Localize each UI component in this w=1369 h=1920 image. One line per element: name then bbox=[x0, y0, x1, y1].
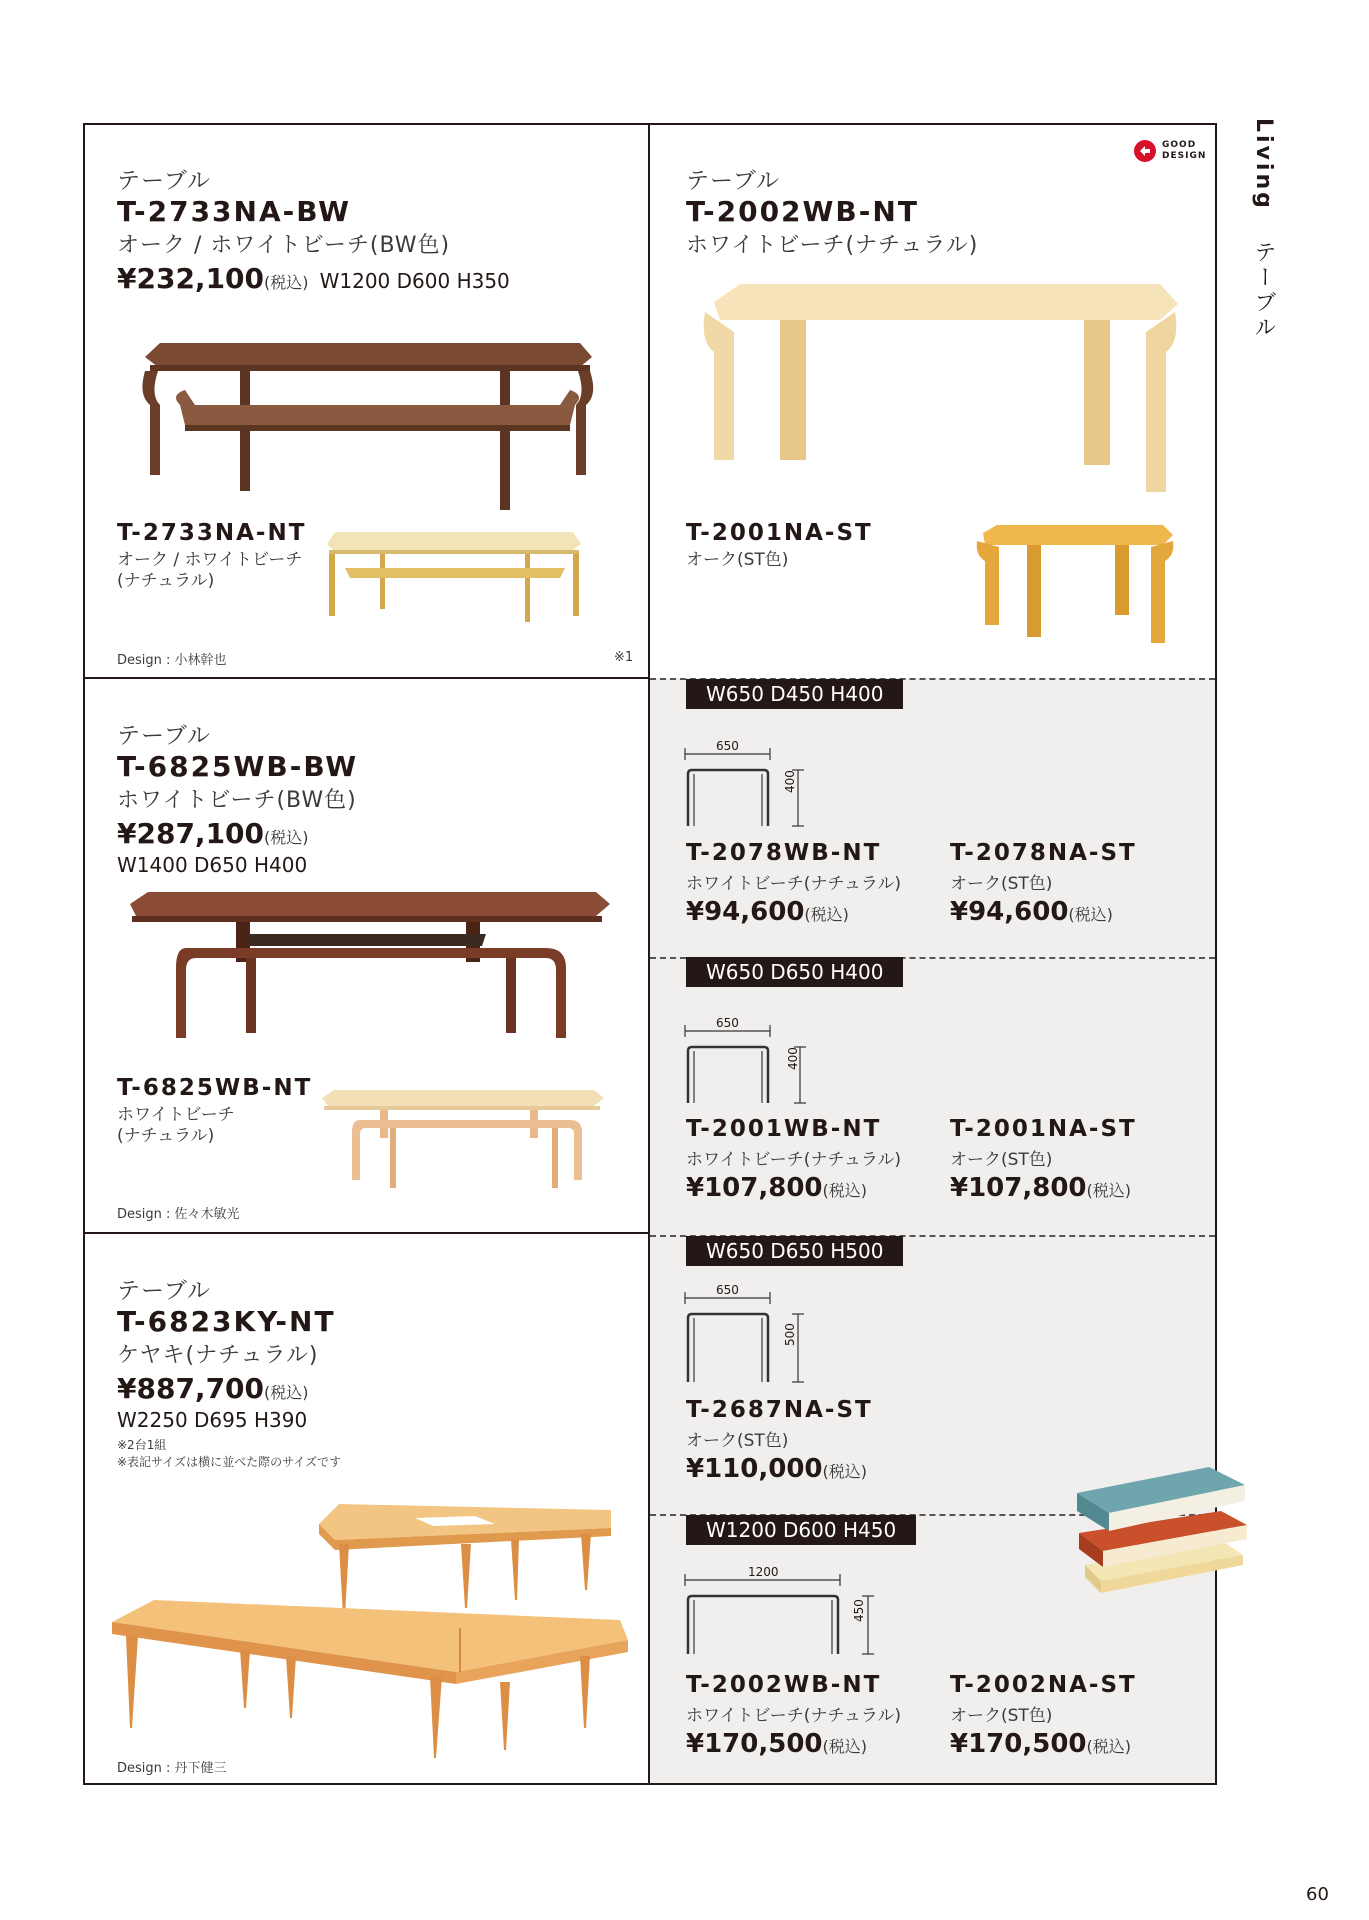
c1-material: オーク / ホワイトビーチ(BW色) bbox=[117, 233, 451, 258]
size-1-item-1-material: ホワイトビーチ(ナチュラル) bbox=[686, 874, 902, 894]
page-number: 60 bbox=[1306, 1884, 1329, 1905]
c2-category: テーブル bbox=[686, 168, 780, 194]
c4-tax: (税込) bbox=[264, 1383, 309, 1402]
row-divider-2 bbox=[83, 1232, 650, 1234]
c2-variant-code: T-2001NA-ST bbox=[686, 520, 873, 546]
size-1-item-1-code: T-2078WB-NT bbox=[686, 840, 882, 866]
c3-design-credit: Design : 佐々木敏光 bbox=[117, 1207, 240, 1222]
c3-tax: (税込) bbox=[264, 828, 309, 847]
size-2-item-1-code: T-2001WB-NT bbox=[686, 1116, 882, 1142]
c3-price-line bbox=[117, 817, 309, 850]
c1-dims: W1200 D600 H350 bbox=[319, 269, 510, 293]
good-design-mark bbox=[1133, 139, 1206, 163]
c4-note-1: ※2台1組 bbox=[117, 1438, 167, 1452]
c4-note-2: ※表記サイズは横に並べた際のサイズです bbox=[117, 1455, 342, 1469]
size-3-badge: W650 D650 H500 bbox=[686, 1236, 903, 1266]
size-4-item-2-code: T-2002NA-ST bbox=[950, 1672, 1137, 1698]
size-4-badge: W1200 D600 H450 bbox=[686, 1515, 916, 1545]
c4-table-image-bottom bbox=[110, 1600, 630, 1760]
c2-variant-material: オーク(ST色) bbox=[686, 550, 789, 570]
c4-design-credit: Design : 丹下健三 bbox=[117, 1761, 227, 1776]
size-1-item-2-price-line bbox=[950, 897, 1113, 927]
side-label-en: Living bbox=[1251, 118, 1276, 211]
good-design-line2: DESIGN bbox=[1162, 151, 1207, 161]
size-4-item-1-price-line bbox=[686, 1729, 867, 1759]
c4-price-line bbox=[117, 1372, 309, 1405]
size-1-item-2-material: オーク(ST色) bbox=[950, 874, 1053, 894]
c3-table-image bbox=[126, 890, 612, 1060]
c3-price: ¥287,100 bbox=[117, 817, 265, 850]
good-design-icon bbox=[1133, 139, 1157, 163]
c1-footnote: ※1 bbox=[614, 650, 634, 665]
size-2-item-2-price-line bbox=[950, 1173, 1131, 1203]
size-4-item-2-material: オーク(ST色) bbox=[950, 1706, 1053, 1726]
c1-category: テーブル bbox=[117, 168, 211, 194]
books-illustration bbox=[1075, 1455, 1250, 1600]
size-3-item-1-price-line bbox=[686, 1454, 867, 1484]
c1-tax: (税込) bbox=[264, 273, 309, 292]
size-4-item-1-material: ホワイトビーチ(ナチュラル) bbox=[686, 1706, 902, 1726]
c3-material: ホワイトビーチ(BW色) bbox=[117, 788, 357, 813]
size-3-width-label: 650 bbox=[716, 1283, 739, 1297]
size-4-diagram bbox=[680, 1562, 880, 1662]
size-1-item-1-tax: (税込) bbox=[804, 905, 849, 924]
c3-variant-material-1: ホワイトビーチ bbox=[117, 1105, 235, 1125]
c3-dims: W1400 D650 H400 bbox=[117, 853, 308, 877]
c1-price-line bbox=[117, 262, 510, 295]
center-divider bbox=[648, 123, 650, 1785]
c4-material: ケヤキ(ナチュラル) bbox=[117, 1343, 319, 1368]
c1-code: T-2733NA-BW bbox=[117, 195, 351, 228]
c2-material: ホワイトビーチ(ナチュラル) bbox=[686, 233, 979, 258]
size-3-item-1-material: オーク(ST色) bbox=[686, 1431, 789, 1451]
size-3-item-1-tax: (税込) bbox=[822, 1462, 868, 1481]
c1-variant-material-1: オーク / ホワイトビーチ bbox=[117, 550, 303, 570]
size-2-item-1-price: ¥107,800 bbox=[686, 1173, 823, 1203]
size-1-item-2-price: ¥94,600 bbox=[950, 897, 1069, 927]
good-design-line1: GOOD bbox=[1162, 140, 1197, 150]
c3-variant-code: T-6825WB-NT bbox=[117, 1075, 313, 1101]
c1-variant-code: T-2733NA-NT bbox=[117, 520, 307, 546]
size-2-item-2-code: T-2001NA-ST bbox=[950, 1116, 1137, 1142]
c1-variant-material-2: (ナチュラル) bbox=[117, 571, 215, 591]
c2-variant-image bbox=[975, 525, 1175, 647]
size-1-badge: W650 D450 H400 bbox=[686, 679, 903, 709]
size-4-width-label: 1200 bbox=[748, 1565, 779, 1579]
size-1-item-1-price: ¥94,600 bbox=[686, 897, 805, 927]
c4-code: T-6823KY-NT bbox=[117, 1305, 336, 1338]
size-4-item-1-code: T-2002WB-NT bbox=[686, 1672, 882, 1698]
c3-variant-material-2: (ナチュラル) bbox=[117, 1126, 215, 1146]
c1-price: ¥232,100 bbox=[117, 262, 265, 295]
size-1-width-label: 650 bbox=[716, 739, 739, 753]
row-divider-1 bbox=[83, 677, 650, 679]
size-2-item-2-material: オーク(ST色) bbox=[950, 1150, 1053, 1170]
size-4-item-1-price: ¥170,500 bbox=[686, 1729, 823, 1759]
c4-category: テーブル bbox=[117, 1278, 211, 1304]
size-4-item-2-price-line bbox=[950, 1729, 1131, 1759]
c1-table-image bbox=[140, 335, 600, 510]
c4-price: ¥887,700 bbox=[117, 1372, 265, 1405]
c4-dims: W2250 D695 H390 bbox=[117, 1408, 308, 1432]
size-4-item-2-price: ¥170,500 bbox=[950, 1729, 1087, 1759]
c1-design-credit: Design : 小林幹也 bbox=[117, 653, 227, 668]
size-4-item-2-tax: (税込) bbox=[1086, 1737, 1132, 1756]
size-2-height-label: 400 bbox=[786, 1047, 800, 1070]
size-2-badge: W650 D650 H400 bbox=[686, 957, 903, 987]
size-1-item-2-tax: (税込) bbox=[1068, 905, 1113, 924]
size-2-item-1-tax: (税込) bbox=[822, 1181, 868, 1200]
size-2-item-2-price: ¥107,800 bbox=[950, 1173, 1087, 1203]
size-3-item-1-code: T-2687NA-ST bbox=[686, 1397, 873, 1423]
size-2-item-2-tax: (税込) bbox=[1086, 1181, 1132, 1200]
size-1-item-1-price-line bbox=[686, 897, 849, 927]
c2-code: T-2002WB-NT bbox=[686, 195, 919, 228]
size-1-item-2-code: T-2078NA-ST bbox=[950, 840, 1137, 866]
c2-table-image bbox=[700, 282, 1180, 502]
size-2-item-1-material: ホワイトビーチ(ナチュラル) bbox=[686, 1150, 902, 1170]
size-3-item-1-price: ¥110,000 bbox=[686, 1454, 823, 1484]
size-4-height-label: 450 bbox=[852, 1599, 866, 1622]
section-side-label bbox=[1248, 118, 1279, 341]
c3-code: T-6825WB-BW bbox=[117, 750, 359, 783]
c3-category: テーブル bbox=[117, 723, 211, 749]
side-label-jp: テーブル bbox=[1251, 240, 1276, 341]
c1-variant-image bbox=[325, 528, 583, 623]
size-1-height-label: 400 bbox=[783, 770, 797, 793]
c3-variant-image bbox=[320, 1088, 605, 1193]
size-2-width-label: 650 bbox=[716, 1016, 739, 1030]
size-4-item-1-tax: (税込) bbox=[822, 1737, 868, 1756]
size-3-height-label: 500 bbox=[783, 1323, 797, 1346]
size-2-item-1-price-line bbox=[686, 1173, 867, 1203]
